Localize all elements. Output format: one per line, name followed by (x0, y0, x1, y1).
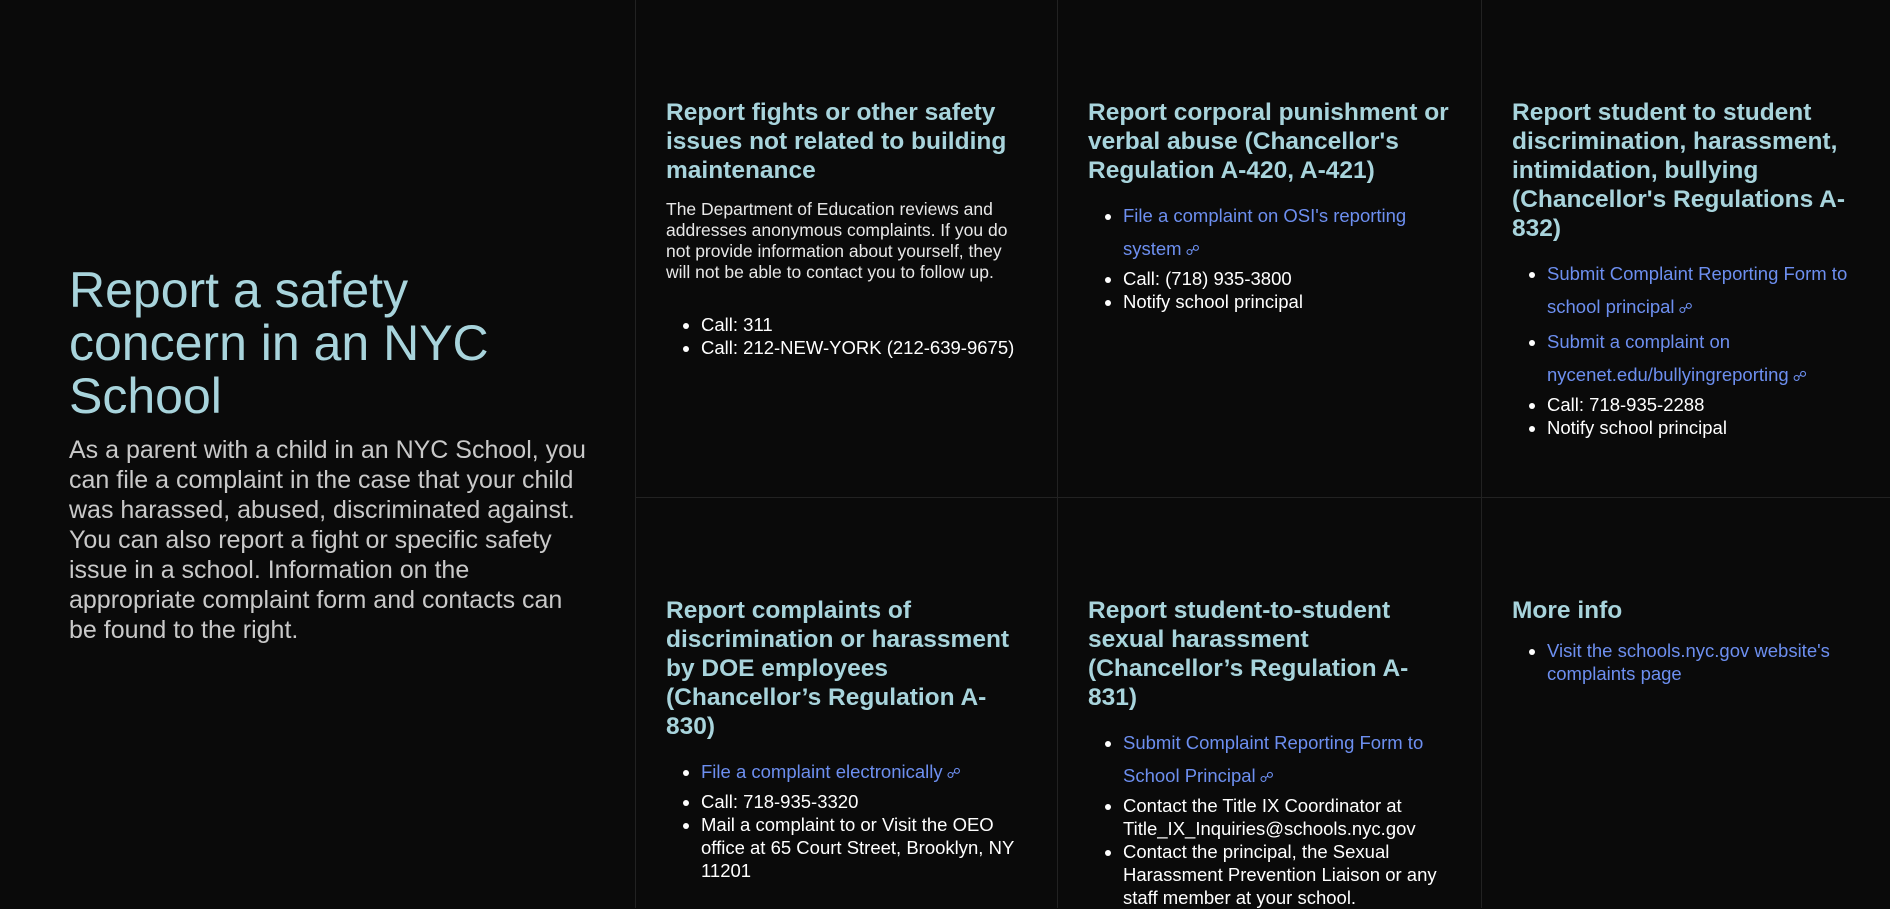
card-more-info (1482, 498, 1890, 908)
external-link-icon: ☍ (1259, 769, 1274, 785)
card-title: Report corporal punishment or verbal abuse (Chancellor's Regulation A-420, A-421) (1088, 99, 1449, 184)
bullying-reporting-link[interactable] (1547, 331, 1807, 385)
list-item: • Call: 311 (701, 313, 1027, 336)
list-item: • Contact the Title IX Coordinator at Title_IX_Inquiries@schools.nyc.gov (1123, 794, 1451, 840)
file-electronically-link[interactable] (701, 761, 961, 782)
osi-complaint-link[interactable] (1123, 205, 1406, 259)
card-title: Report student-to-student sexual harassment (Chancellor’s Regulation A-831) (1088, 597, 1409, 711)
card-corporal-punishment (1058, 0, 1482, 498)
link-label: File a complaint electronically (701, 761, 943, 782)
list-item: • Contact the principal, the Sexual Harassment Prevention Liaison or any staff member at your school. (1123, 840, 1451, 909)
external-link-icon: ☍ (946, 765, 961, 781)
external-link-icon: ☍ (1185, 242, 1200, 258)
card-bullying (1482, 0, 1890, 498)
page-title: Report a safety concern in an NYC School (69, 261, 489, 424)
card-doe-discrimination (636, 498, 1058, 908)
card-note: The Department of Education reviews and addresses anonymous complaints. If you do not provide information about yourself, they will not be able to contact you to follow up. (666, 199, 1008, 282)
link-label: File a complaint on OSI's reporting system (1123, 205, 1407, 259)
hero-description: As a parent with a child in an NYC School, you can file a complaint in the case that your child was harassed, abused, discriminated against. You can also report a fight or specific safety issue in a school. Information on the appropriate complaint form and contacts can be found to the right. (69, 435, 586, 644)
list-item: • Notify school principal (1123, 290, 1451, 313)
reporting-form-link[interactable] (1547, 263, 1847, 317)
list-item: • Call: (718) 935-3800 (1123, 267, 1451, 290)
list-item: • Call: 718-935-3320 (701, 790, 1027, 813)
link-label: Submit Complaint Reporting Form to School Principal (1123, 732, 1424, 786)
link-label: Submit Complaint Reporting Form to school principal (1547, 263, 1848, 317)
principal-form-link[interactable] (1123, 732, 1423, 786)
hero-section (0, 0, 636, 908)
card-title: More info (1512, 597, 1623, 624)
card-sexual-harassment (1058, 498, 1482, 908)
list-item: • Notify school principal (1547, 416, 1860, 439)
link-label: Submit a complaint on nycenet.edu/bullyingreporting (1547, 331, 1789, 385)
complaints-page-link[interactable]: Visit the schools.nyc.gov website's complaints page (1547, 640, 1830, 684)
list-item: • Mail a complaint to or Visit the OEO office at 65 Court Street, Brooklyn, NY 11201 (701, 813, 1027, 882)
external-link-icon: ☍ (1678, 300, 1693, 316)
card-fights (636, 0, 1058, 498)
card-title: Report student to student discrimination, harassment, intimidation, bullying (Chancellor's Regulations A-832) (1512, 99, 1845, 242)
list-item: • Call: 212-NEW-YORK (212-639-9675) (701, 336, 1027, 359)
card-title: Report fights or other safety issues not related to building maintenance (666, 99, 1007, 184)
external-link-icon: ☍ (1792, 368, 1807, 384)
list-item: • Call: 718-935-2288 (1547, 393, 1860, 416)
card-title: Report complaints of discrimination or harassment by DOE employees (Chancellor’s Regulation A-830) (666, 597, 1010, 740)
